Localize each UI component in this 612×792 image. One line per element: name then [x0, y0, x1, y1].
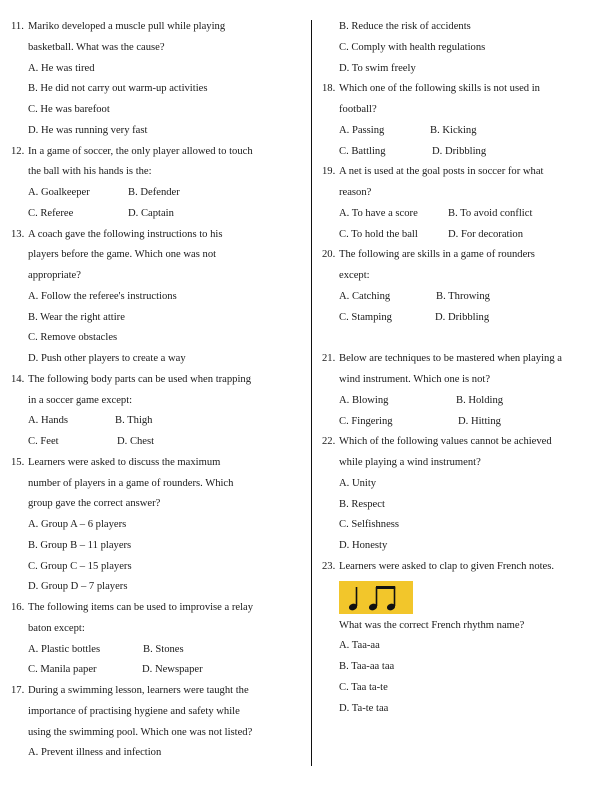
question-stem: Which one of the following skills is not used in	[339, 83, 540, 95]
french-notes-image	[339, 581, 413, 614]
question-number: 17.	[11, 685, 25, 696]
question-number: 12.	[11, 145, 25, 157]
music-notes-icon	[339, 581, 413, 614]
option-c: C. Stamping	[339, 311, 392, 323]
option-a: A. Unity	[339, 477, 377, 489]
question-stem: baton except:	[28, 622, 85, 634]
option-a: A. Follow the referee's instructions	[28, 290, 177, 302]
question-23	[322, 557, 612, 720]
question-stem: reason?	[339, 187, 372, 198]
option-a: A. He was tired	[28, 62, 95, 74]
option-b: B. Thigh	[115, 415, 153, 427]
question-stem: appropriate?	[28, 270, 81, 281]
option-b: B. Stones	[143, 643, 184, 655]
left-column	[11, 17, 303, 764]
spacer	[322, 328, 612, 349]
question-number: 22.	[322, 436, 336, 448]
option-c: C. Fingering	[339, 415, 393, 427]
question-stem: In a game of soccer, the only player allowed to touch	[28, 145, 253, 157]
sub-question: What was the correct French rhythm name?	[339, 619, 525, 631]
option-c: C. To hold the ball	[339, 228, 418, 240]
option-a: A. Group A – 6 players	[28, 519, 127, 530]
question-21	[322, 349, 612, 432]
option-d: D. Newspaper	[142, 664, 203, 676]
question-stem: in a soccer game except:	[28, 394, 133, 406]
option-c: C. Remove obstacles	[28, 332, 118, 344]
option-c: C. Selfishness	[339, 519, 400, 531]
question-number: 15.	[11, 456, 25, 468]
question-stem: the ball with his hands is the:	[28, 166, 152, 178]
right-column	[322, 17, 612, 719]
question-stem: importance of practising hygiene and safety while	[28, 705, 240, 717]
option-b: B. Throwing	[436, 290, 490, 302]
option-c: C. Referee	[28, 207, 74, 219]
question-number: 23.	[322, 560, 336, 572]
question-number: 18.	[322, 83, 336, 95]
question-number: 14.	[11, 373, 25, 385]
option-d: D. Dribbling	[432, 145, 487, 157]
option-d: D. Push other players to create a way	[28, 353, 186, 364]
option-b: B. Kicking	[430, 124, 477, 136]
question-stem: players before the game. Which one was not	[28, 249, 217, 261]
option-d: D. He was running very fast	[28, 124, 148, 136]
question-number: 21.	[322, 353, 336, 365]
question-stem: Which of the following values cannot be achieved	[339, 436, 552, 448]
option-c: C. Group C – 15 players	[28, 560, 132, 572]
option-d: D. Group D – 7 players	[28, 581, 128, 593]
option-b: B. He did not carry out warm-up activities	[28, 83, 208, 95]
question-stem: Below are techniques to be mastered when playing a	[339, 353, 562, 365]
question-stem: The following body parts can be used when trapping	[28, 373, 252, 385]
question-11	[11, 17, 303, 142]
question-stem: football?	[339, 104, 377, 115]
question-14	[11, 370, 303, 453]
question-22	[322, 432, 612, 557]
question-stem: Learners were asked to clap to given French notes.	[339, 560, 555, 572]
column-divider	[311, 20, 312, 766]
question-stem: The following items can be used to improvise a relay	[28, 602, 254, 613]
option-b: B. Reduce the risk of accidents	[339, 21, 471, 32]
question-18	[322, 79, 612, 162]
option-b: B. Wear the right attire	[28, 311, 125, 323]
question-stem: A coach gave the following instructions to his	[28, 228, 223, 240]
question-15	[11, 453, 303, 598]
question-stem: Mariko developed a muscle pull while playing	[28, 21, 226, 32]
question-16	[11, 598, 303, 681]
option-a: A. To have a score	[339, 207, 418, 219]
question-stem: except:	[339, 270, 370, 281]
question-stem: group gave the correct answer?	[28, 498, 161, 510]
option-a: A. Blowing	[339, 394, 389, 406]
option-d: D. Dribbling	[435, 311, 490, 323]
option-c: C. Battling	[339, 145, 386, 157]
question-number: 13.	[11, 228, 25, 240]
option-a: A. Catching	[339, 290, 391, 302]
question-number: 20.	[322, 249, 336, 261]
option-c: C. Manila paper	[28, 664, 97, 676]
question-stem: basketball. What was the cause?	[28, 41, 165, 53]
question-13	[11, 225, 303, 370]
option-b: B. Respect	[339, 498, 385, 510]
option-d: D. Chest	[117, 436, 155, 447]
option-d: D. Honesty	[339, 540, 388, 551]
option-a: A. Taa-aa	[339, 640, 380, 652]
question-20	[322, 245, 612, 328]
question-stem: During a swimming lesson, learners were taught the	[28, 685, 249, 696]
question-17-continued	[322, 17, 612, 79]
option-c: C. He was barefoot	[28, 104, 110, 115]
option-b: B. Group B – 11 players	[28, 539, 132, 551]
option-c: C. Comply with health regulations	[339, 41, 486, 53]
option-a: A. Plastic bottles	[28, 643, 101, 655]
question-17	[11, 681, 303, 764]
question-stem: using the swimming pool. Which one was not listed?	[28, 726, 253, 738]
option-a: A. Prevent illness and infection	[28, 747, 162, 759]
option-b: B. Defender	[128, 187, 180, 198]
question-stem: A net is used at the goal posts in soccer for what	[339, 166, 544, 178]
option-b: B. Holding	[456, 394, 504, 406]
question-number: 11.	[11, 21, 24, 32]
question-12	[11, 142, 303, 225]
question-number: 19.	[322, 166, 336, 178]
question-stem: number of players in a game of rounders. Which	[28, 477, 234, 489]
question-stem: wind instrument. Which one is not?	[339, 374, 491, 385]
option-b: B. To avoid conflict	[448, 207, 533, 219]
option-d: D. For decoration	[448, 228, 524, 240]
option-c: C. Feet	[28, 436, 59, 447]
option-a: A. Hands	[28, 415, 69, 427]
option-d: D. Hitting	[458, 415, 501, 427]
option-b: B. Taa-aa taa	[339, 661, 395, 672]
option-d: D. Ta-te taa	[339, 702, 389, 714]
option-d: D. Captain	[128, 207, 174, 219]
option-a: A. Passing	[339, 124, 385, 136]
question-stem: The following are skills in a game of rounders	[339, 249, 535, 261]
option-c: C. Taa ta-te	[339, 681, 388, 693]
question-stem: while playing a wind instrument?	[339, 457, 481, 468]
option-d: D. To swim freely	[339, 62, 416, 74]
option-a: A. Goalkeeper	[28, 187, 90, 198]
question-19	[322, 162, 612, 245]
question-number: 16.	[11, 602, 25, 613]
question-stem: Learners were asked to discuss the maximum	[28, 456, 221, 468]
